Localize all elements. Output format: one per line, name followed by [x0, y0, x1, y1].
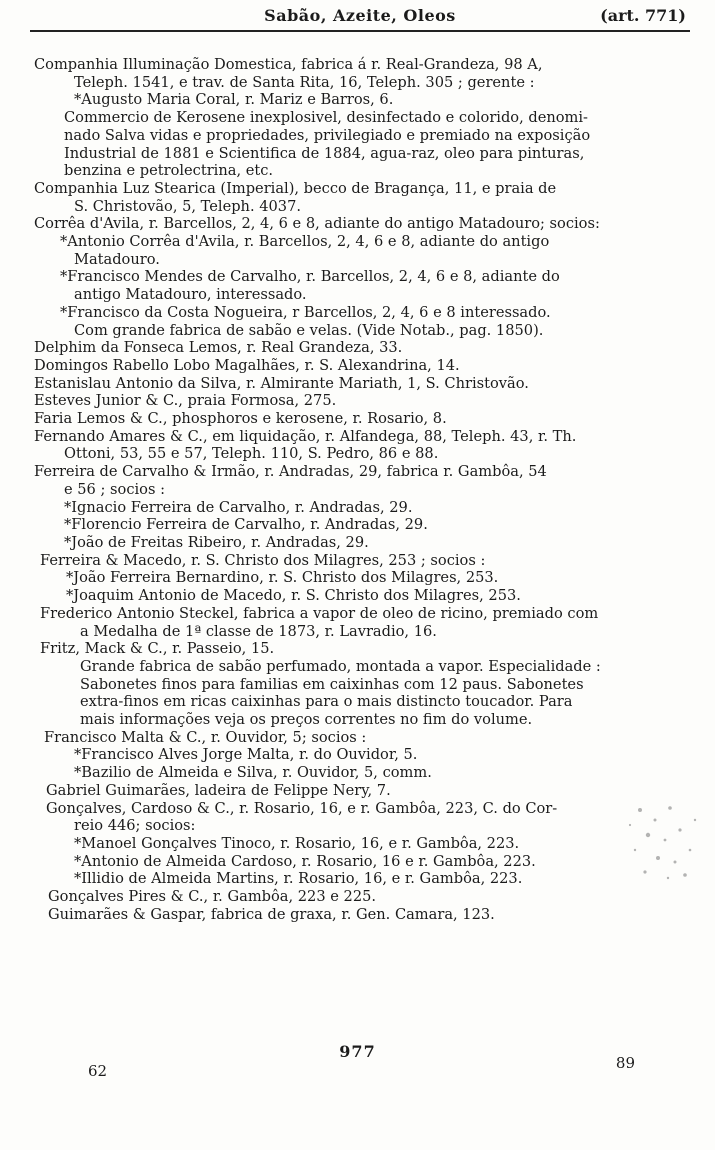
section-title: Sabão, Azeite, Oleos [264, 6, 456, 25]
text-line: *Augusto Maria Coral, r. Mariz e Barros, 6. [74, 91, 394, 109]
text-line: Francisco Malta & C., r. Ouvidor, 5; socios : [44, 728, 367, 746]
text-line: Fritz, Mack & C., r. Passeio, 15. [40, 640, 275, 658]
text-line: *Francisco Alves Jorge Malta, r. do Ouvidor, 5. [74, 746, 418, 764]
text-line: Delphim da Fonseca Lemos, r. Real Grandeza, 33. [34, 339, 403, 357]
page-header [30, 4, 690, 32]
text-line: extra-finos em ricas caixinhas para o mais distincto toucador. Para [80, 693, 573, 711]
article-number: (art. 771) [600, 6, 686, 25]
text-line: Gonçalves Pires & C., r. Gambôa, 223 e 225. [48, 888, 377, 906]
text-line: *Manoel Gonçalves Tinoco, r. Rosario, 16, e r. Gambôa, 223. [74, 834, 520, 852]
text-line: Domingos Rabello Lobo Magalhães, r. S. Alexandrina, 14. [34, 356, 460, 374]
text-line: e 56 ; socios : [64, 480, 165, 498]
text-line: S. Christovão, 5, Teleph. 4037. [74, 197, 302, 215]
page-number-center: 977 [339, 1042, 376, 1061]
text-line: Faria Lemos & C., phosphoros e kerosene, r. Rosario, 8. [34, 410, 447, 428]
text-line: Matadouro. [74, 250, 160, 268]
text-line: Commercio de Kerosene inexplosivel, desinfectado e colorido, denomi- [64, 109, 588, 127]
page-number-right: 89 [615, 1054, 635, 1072]
ink-stain [610, 790, 705, 890]
text-line: Industrial de 1881 e Scientifica de 1884, agua-raz, oleo para pinturas, [64, 144, 585, 162]
text-line: reio 446; socios: [74, 817, 196, 835]
text-line: Gabriel Guimarães, ladeira de Felippe Nery, 7. [46, 781, 391, 799]
text-line: Ottoni, 53, 55 e 57, Teleph. 110, S. Pedro, 86 e 88. [64, 445, 439, 463]
text-line: Sabonetes finos para familias em caixinhas com 12 paus. Sabonetes [80, 675, 584, 693]
text-line: *Florencio Ferreira de Carvalho, r. Andradas, 29. [64, 516, 428, 534]
text-line: *Joaquim Antonio de Macedo, r. S. Christo dos Milagres, 253. [66, 587, 521, 605]
text-line: Corrêa d'Avila, r. Barcellos, 2, 4, 6 e 8, adiante do antigo Matadouro; socios: [34, 215, 600, 233]
text-line: nado Salva vidas e propriedades, privilegiado e premiado na exposição [64, 126, 591, 144]
text-line: Teleph. 1541, e trav. de Santa Rita, 16, Teleph. 305 ; gerente : [74, 73, 535, 91]
text-line: *Francisco da Costa Nogueira, r Barcellos, 2, 4, 6 e 8 interessado. [60, 303, 551, 321]
text-line: *Illidio de Almeida Martins, r. Rosario, 16, e r. Gambôa, 223. [74, 870, 523, 888]
text-line: Fernando Amares & C., em liquidação, r. Alfandega, 88, Teleph. 43, r. Th. [34, 427, 577, 445]
text-line: benzina e petrolectrina, etc. [64, 162, 274, 180]
text-line: Estanislau Antonio da Silva, r. Almirante Mariath, 1, S. Christovão. [34, 374, 529, 392]
text-line: *Ignacio Ferreira de Carvalho, r. Andradas, 29. [64, 498, 413, 516]
text-line: *Bazilio de Almeida e Silva, r. Ouvidor, 5, comm. [74, 764, 432, 782]
page-footer [0, 1042, 715, 1082]
text-line: Ferreira & Macedo, r. S. Christo dos Milagres, 253 ; socios : [40, 551, 486, 569]
directory-body [34, 56, 676, 923]
text-line: Companhia Luz Stearica (Imperial), becco de Bragança, 11, e praia de [34, 179, 557, 197]
text-line: Companhia Illuminação Domestica, fabrica á r. Real-Grandeza, 98 A, [34, 56, 543, 73]
text-line: Frederico Antonio Steckel, fabrica a vapor de oleo de ricino, premiado com [40, 604, 599, 622]
text-line: *Francisco Mendes de Carvalho, r. Barcellos, 2, 4, 6 e 8, adiante do [60, 268, 560, 286]
text-line: a Medalha de 1ª classe de 1873, r. Lavradio, 16. [80, 622, 437, 640]
text-line: Ferreira de Carvalho & Irmão, r. Andradas, 29, fabrica r. Gambôa, 54 [34, 463, 547, 481]
text-line: *Antonio de Almeida Cardoso, r. Rosario, 16 e r. Gambôa, 223. [74, 852, 536, 870]
text-line: Guimarães & Gaspar, fabrica de graxa, r. Gen. Camara, 123. [48, 905, 495, 923]
page-number-left: 62 [88, 1062, 108, 1080]
text-line: Grande fabrica de sabão perfumado, montada a vapor. Especialidade : [80, 657, 601, 675]
text-line: *João de Freitas Ribeiro, r. Andradas, 29. [64, 533, 369, 551]
text-line: mais informações veja os preços correntes no fim do volume. [80, 711, 533, 729]
text-line: *Antonio Corrêa d'Avila, r. Barcellos, 2, 4, 6 e 8, adiante do antigo [60, 233, 550, 251]
text-line: Esteves Junior & C., praia Formosa, 275. [34, 392, 337, 410]
text-line: antigo Matadouro, interessado. [74, 286, 307, 304]
text-line: Gonçalves, Cardoso & C., r. Rosario, 16, e r. Gambôa, 223, C. do Cor- [46, 799, 558, 817]
text-line: Com grande fabrica de sabão e velas. (Vide Notab., pag. 1850). [74, 321, 544, 339]
text-line: *João Ferreira Bernardino, r. S. Christo dos Milagres, 253. [66, 569, 499, 587]
